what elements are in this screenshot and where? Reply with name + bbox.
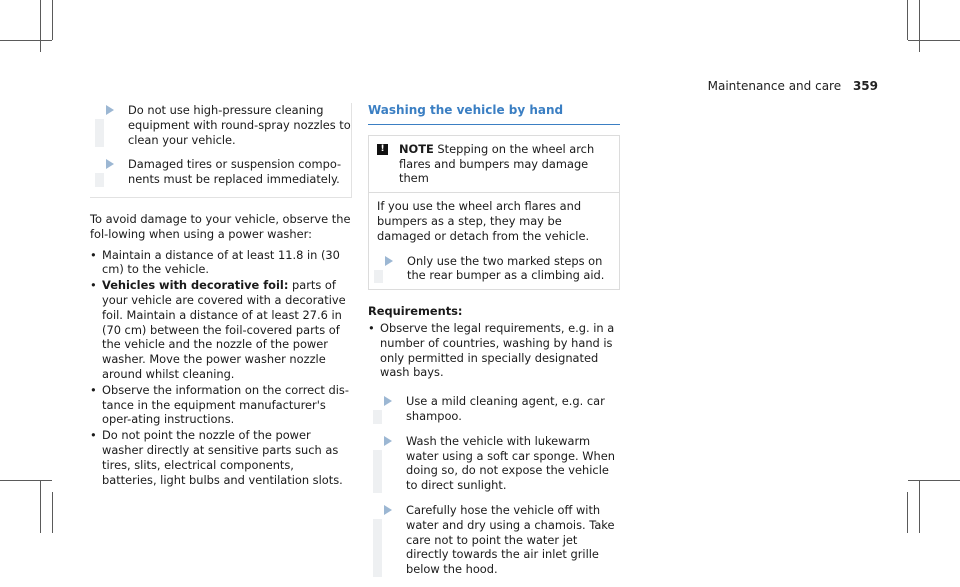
note-box bbox=[368, 135, 620, 290]
instruction-step: Carefully hose the vehicle off with water and dry using a chamois. Take care not to point the water jet directly towards the air inlet grille below the hood. bbox=[368, 503, 620, 577]
crop-mark bbox=[52, 0, 53, 40]
left-column bbox=[90, 103, 352, 488]
arrow-right-icon bbox=[384, 436, 392, 446]
step-bar bbox=[373, 410, 382, 424]
crop-mark bbox=[907, 0, 908, 40]
crop-mark bbox=[908, 480, 960, 481]
crop-mark bbox=[0, 480, 52, 481]
step-bar bbox=[95, 119, 104, 147]
arrow-right-icon bbox=[106, 159, 114, 169]
crop-mark bbox=[40, 0, 41, 52]
warning-icon: ! bbox=[377, 144, 388, 155]
instruction-step: Use a mild cleaning agent, e.g. car shampoo. bbox=[368, 394, 620, 424]
arrow-right-icon bbox=[384, 505, 392, 515]
step-bar bbox=[95, 173, 104, 187]
section-title: Washing the vehicle by hand bbox=[368, 103, 620, 125]
step-bar bbox=[373, 519, 382, 577]
crop-mark bbox=[907, 492, 908, 533]
crop-mark bbox=[908, 40, 960, 41]
note-heading-text: Stepping on the wheel arch flares and bumpers may damage them bbox=[399, 141, 595, 186]
requirements-list bbox=[368, 321, 620, 380]
intro-paragraph: To avoid damage to your vehicle, observe the fol-lowing when using a power washer: bbox=[90, 211, 351, 241]
step-bar bbox=[374, 270, 383, 284]
arrow-right-icon bbox=[106, 105, 114, 115]
list-item: • Do not point the nozzle of the power washer directly at sensitive parts such as tires, slits, electrical components, batteries, light bulbs and ventilation slots. bbox=[90, 428, 352, 487]
instruction-step: Wash the vehicle with lukewarm water using a soft car sponge. When doing so, do not expose the vehicle to direct sunlight. bbox=[368, 434, 620, 493]
note-label: NOTE bbox=[399, 141, 434, 156]
list-item: • Maintain a distance of at least 11.8 in (30 cm) to the vehicle. bbox=[90, 248, 352, 278]
list-item: • Observe the legal requirements, e.g. in a number of countries, washing by hand is only permitted in specially designated wash bays. bbox=[368, 321, 620, 380]
page-number: 359 bbox=[852, 79, 878, 93]
section-name: Maintenance and care bbox=[707, 79, 842, 93]
instruction-step: Damaged tires or suspension compo-nents must be replaced immediately. bbox=[90, 157, 351, 187]
requirements-title: Requirements: bbox=[368, 304, 463, 319]
list-item: • Vehicles with decorative foil: parts of your vehicle are covered with a decorative foil. Maintain a distance of at least 27.6 in (70 cm) between the foil-covered parts of the vehicle and the nozzle of the power washer. Move the power washer nozzle around whilst cleaning. bbox=[90, 278, 352, 382]
bullet-list bbox=[90, 248, 352, 488]
right-column bbox=[368, 103, 620, 587]
crop-mark bbox=[40, 480, 41, 533]
instruction-step: Do not use high-pressure cleaning equipment with round-spray nozzles to clean your vehicle. bbox=[90, 103, 351, 147]
instruction-box bbox=[90, 103, 352, 198]
instruction-step: Only use the two marked steps on the rear bumper as a climbing aid. bbox=[369, 254, 611, 284]
washing-steps bbox=[368, 394, 620, 577]
crop-mark bbox=[919, 0, 920, 52]
arrow-right-icon bbox=[385, 256, 393, 266]
crop-mark bbox=[0, 40, 52, 41]
crop-mark bbox=[919, 480, 920, 533]
crop-mark bbox=[52, 492, 53, 533]
step-bar bbox=[373, 450, 382, 493]
arrow-right-icon bbox=[384, 396, 392, 406]
running-header bbox=[708, 79, 878, 93]
list-item: • Observe the information on the correct dis-tance in the equipment manufacturer's oper-ating instructions. bbox=[90, 383, 352, 427]
note-text: If you use the wheel arch flares and bumpers as a step, they may be damaged or detach from the vehicle. bbox=[377, 199, 590, 243]
note-heading bbox=[369, 136, 619, 193]
note-body bbox=[369, 193, 619, 289]
